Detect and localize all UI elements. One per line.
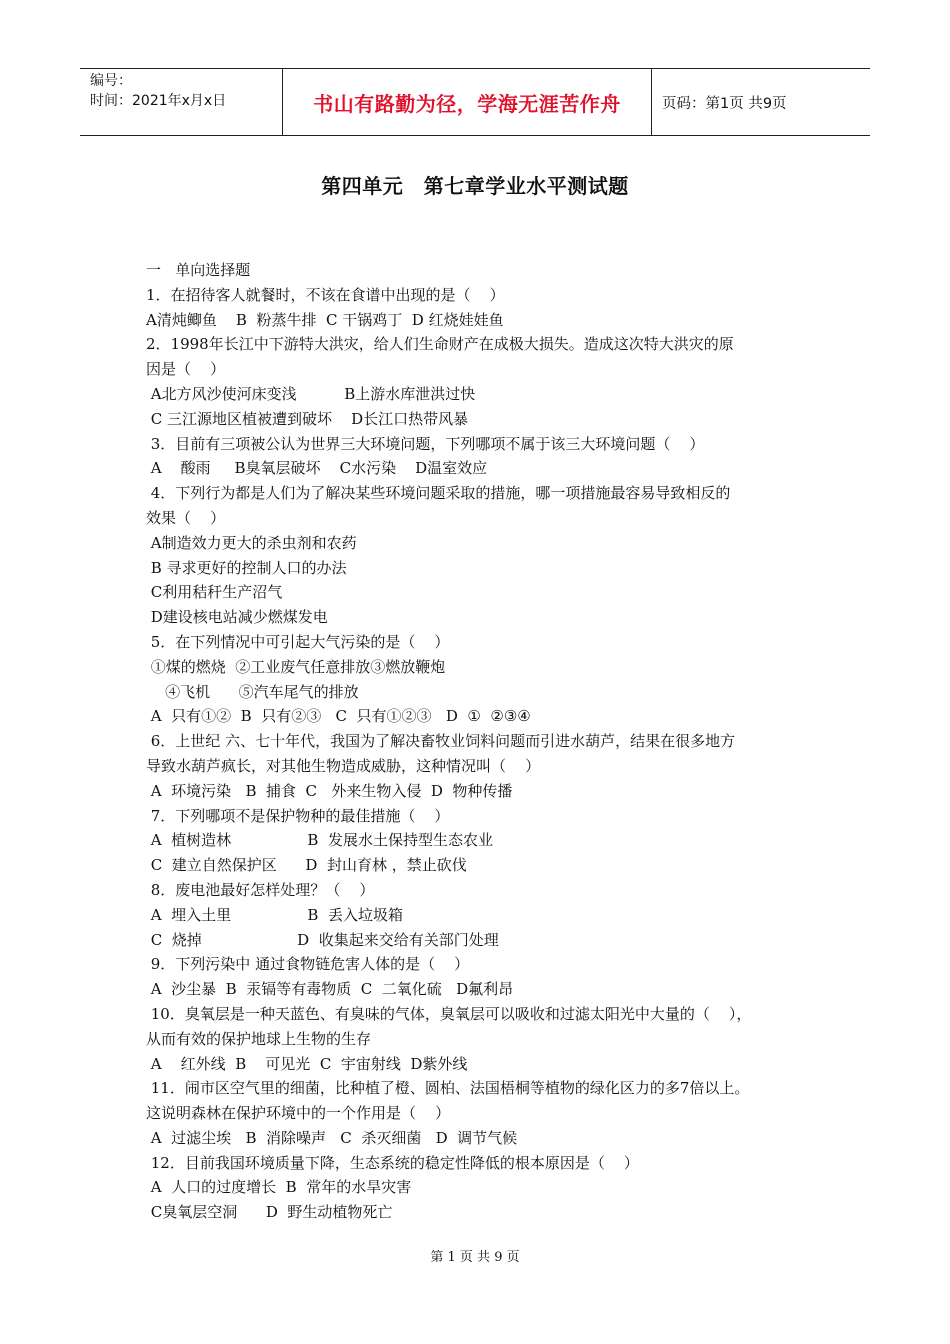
text-line: B 寻求更好的控制人口的办法 (146, 558, 347, 577)
text-line: 2．1998年长江中下游特大洪灾，给人们生命财产在成极大损失。造成这次特大洪灾的原 (146, 335, 734, 354)
text-line: A 人口的过度增长 B 常年的水旱灾害 (146, 1178, 412, 1197)
text-line: 12．目前我国环境质量下降，生态系统的稳定性降低的根本原因是（ ） (146, 1153, 639, 1172)
page-info: 页码：第1页 共9页 (662, 95, 787, 112)
text-line: ①煤的燃烧 ②工业废气任意排放③燃放鞭炮 (146, 657, 446, 676)
text-line: A制造效力更大的杀虫剂和农药 (146, 533, 357, 552)
text-line: A 植树造林 B 发展水土保持型生态农业 (146, 831, 493, 850)
text-line: 5．在下列情况中可引起大气污染的是（ ） (146, 632, 450, 651)
text-line: 7．下列哪项不是保护物种的最佳措施（ ） (146, 806, 450, 825)
page-footer: 第 1 页 共 9 页 (430, 1250, 520, 1265)
text-line: C 建立自然保护区 D 封山育林 ，禁止砍伐 (146, 856, 467, 875)
text-line: 6．上世纪 六、七十年代，我国为了解决畜牧业饲料问题而引进水葫芦，结果在很多地方 (146, 732, 736, 751)
text-line: C利用秸秆生产沼气 (146, 583, 283, 602)
code-label: 编号： (90, 73, 132, 89)
text-line: 3．目前有三项被公认为世界三大环境问题，下列哪项不属于该三大环境问题（ ） (146, 434, 705, 453)
text-line: 1．在招待客人就餐时，不该在食谱中出现的是（ ） (146, 285, 505, 304)
text-line: 导致水葫芦疯长，对其他生物造成威胁，这种情况叫（ ） (146, 756, 541, 775)
text-line: A 过滤尘埃 B 消除噪声 C 杀灭细菌 D 调节气候 (146, 1128, 518, 1147)
text-line: 这说明森林在保护环境中的一个作用是（ ） (146, 1104, 451, 1123)
text-line: A清炖鲫鱼 B 粉蒸牛排 C 干锅鸡丁 D 红烧娃娃鱼 (146, 310, 504, 329)
text-line: A 沙尘暴 B 汞镉等有毒物质 C 二氧化硫 D氟利昂 (146, 980, 514, 999)
text-line: A 红外线 B 可见光 C 宇宙射线 D紫外线 (146, 1054, 468, 1073)
text-line: 从而有效的保护地球上生物的生存 (146, 1029, 372, 1048)
date-line: 时间：2021年x月x日 (90, 93, 227, 109)
header-page-info-cell (652, 69, 870, 135)
text-line: D建设核电站减少燃煤发电 (146, 608, 328, 627)
text-line: A 环境污染 B 捕食 C 外来生物入侵 D 物种传播 (146, 781, 513, 800)
question-body (146, 258, 826, 1225)
text-line: A 只有①② B 只有②③ C 只有①②③ D ① ②③④ (146, 707, 531, 726)
text-line: A 酸雨 B臭氧层破坏 C水污染 D温室效应 (146, 459, 488, 478)
motto: 书山有路勤为径，学海无涯苦作舟 (313, 91, 621, 116)
header-motto-cell (282, 69, 652, 135)
text-line: C 三江源地区植被遭到破坏 D长江口热带风暴 (146, 409, 469, 428)
text-line: 效果（ ） (146, 508, 226, 527)
text-line: 11．闹市区空气里的细菌，比种植了橙、圆柏、法国梧桐等植物的绿化区力的多7倍以上。 (146, 1079, 750, 1098)
text-line: 因是（ ） (146, 360, 226, 379)
text-line: A 埋入土里 B 丢入垃圾箱 (146, 905, 403, 924)
text-line: 4．下列行为都是人们为了解决某些环境问题采取的措施，哪一项措施最容易导致相反的 (146, 484, 731, 503)
page-header (80, 68, 870, 136)
text-line: ④飞机 ⑤汽车尾气的排放 (146, 682, 359, 701)
document-title: 第四单元 第七章学业水平测试题 (321, 174, 629, 198)
text-line: 10．臭氧层是一种天蓝色、有臭味的气体，臭氧层可以吸收和过滤太阳光中大量的（ ）， (146, 1004, 752, 1023)
text-line: 9．下列污染中 通过食物链危害人体的是（ ） (146, 955, 470, 974)
text-line: A北方风沙使河床变浅 B上游水库泄洪过快 (146, 384, 476, 403)
text-line: 8．废电池最好怎样处理？（ ） (146, 880, 375, 899)
header-meta (80, 69, 282, 135)
text-line: C臭氧层空洞 D 野生动植物死亡 (146, 1203, 393, 1222)
text-line: C 烧掉 D 收集起来交给有关部门处理 (146, 930, 499, 949)
text-line: 一 单向选择题 (146, 261, 251, 279)
